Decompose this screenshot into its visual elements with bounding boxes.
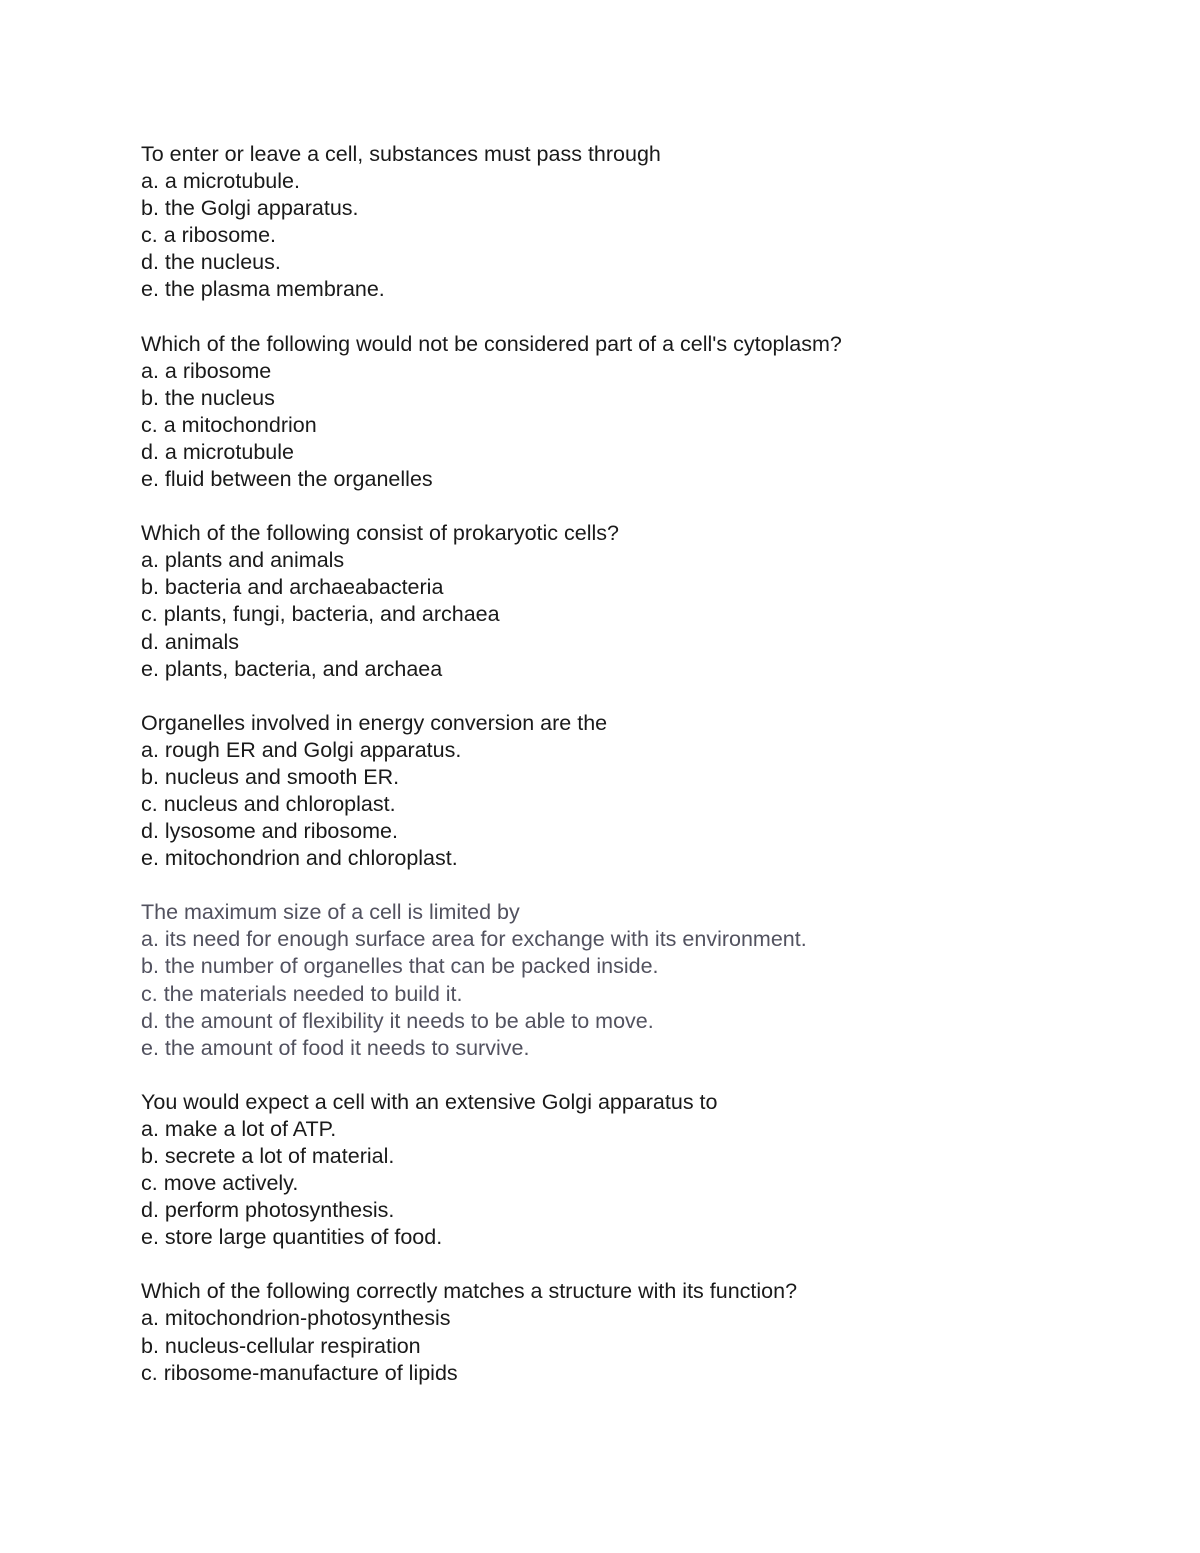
question-1 xyxy=(141,141,1101,304)
answer-option: a. make a lot of ATP. xyxy=(141,1116,337,1141)
question-stem: Which of the following correctly matches a structure with its function? xyxy=(141,1279,798,1304)
question-2 xyxy=(141,331,1101,494)
answer-option: b. the Golgi apparatus. xyxy=(141,196,359,221)
question-6 xyxy=(141,1089,1101,1252)
answer-option: c. move actively. xyxy=(141,1171,299,1196)
question-7 xyxy=(141,1278,1101,1386)
answer-option: b. nucleus and smooth ER. xyxy=(141,764,400,789)
question-stem: Which of the following consist of prokaryotic cells? xyxy=(141,521,619,546)
question-stem: Organelles involved in energy conversion are the xyxy=(141,710,608,735)
question-3 xyxy=(141,520,1101,683)
answer-option: d. the nucleus. xyxy=(141,250,281,275)
question-stem: The maximum size of a cell is limited by xyxy=(141,900,520,925)
answer-option: d. a microtubule xyxy=(141,439,294,464)
answer-option: b. secrete a lot of material. xyxy=(141,1144,395,1168)
answer-option: a. rough ER and Golgi apparatus. xyxy=(141,737,462,762)
answer-option: c. a ribosome. xyxy=(141,223,277,248)
answer-option: a. mitochondrion-photosynthesis xyxy=(141,1306,451,1331)
answer-option: d. lysosome and ribosome. xyxy=(141,819,398,844)
answer-option: b. the nucleus xyxy=(141,385,275,410)
answer-option: e. plants, bacteria, and archaea xyxy=(141,656,443,681)
answer-option: e. fluid between the organelles xyxy=(141,467,433,492)
answer-option: a. a ribosome xyxy=(141,358,272,383)
question-4 xyxy=(141,710,1101,873)
question-stem: To enter or leave a cell, substances must pass through xyxy=(141,142,661,166)
answer-option: c. plants, fungi, bacteria, and archaea xyxy=(141,602,500,627)
question-stem: Which of the following would not be considered part of a cell's cytoplasm? xyxy=(141,331,842,356)
question-stem: You would expect a cell with an extensive Golgi apparatus to xyxy=(141,1089,718,1114)
answer-option: a. a microtubule. xyxy=(141,169,300,194)
answer-option: d. animals xyxy=(141,629,239,654)
answer-option: c. nucleus and chloroplast. xyxy=(141,791,396,816)
answer-option: c. the materials needed to build it. xyxy=(141,981,463,1006)
question-list xyxy=(141,141,1101,1414)
answer-option: b. the number of organelles that can be packed inside. xyxy=(141,954,659,979)
answer-option: b. nucleus-cellular respiration xyxy=(141,1333,421,1358)
answer-option: d. perform photosynthesis. xyxy=(141,1198,395,1223)
answer-option: e. mitochondrion and chloroplast. xyxy=(141,846,458,871)
answer-option: d. the amount of flexibility it needs to be able to move. xyxy=(141,1008,654,1033)
answer-option: a. plants and animals xyxy=(141,548,345,573)
answer-option: e. store large quantities of food. xyxy=(141,1225,443,1250)
answer-option: a. its need for enough surface area for exchange with its environment. xyxy=(141,927,807,952)
answer-option: e. the plasma membrane. xyxy=(141,277,385,302)
answer-option: c. ribosome-manufacture of lipids xyxy=(141,1360,458,1385)
answer-option: c. a mitochondrion xyxy=(141,412,317,437)
question-5 xyxy=(141,899,1101,1062)
answer-option: e. the amount of food it needs to survive. xyxy=(141,1035,530,1060)
answer-option: b. bacteria and archaeabacteria xyxy=(141,575,444,600)
